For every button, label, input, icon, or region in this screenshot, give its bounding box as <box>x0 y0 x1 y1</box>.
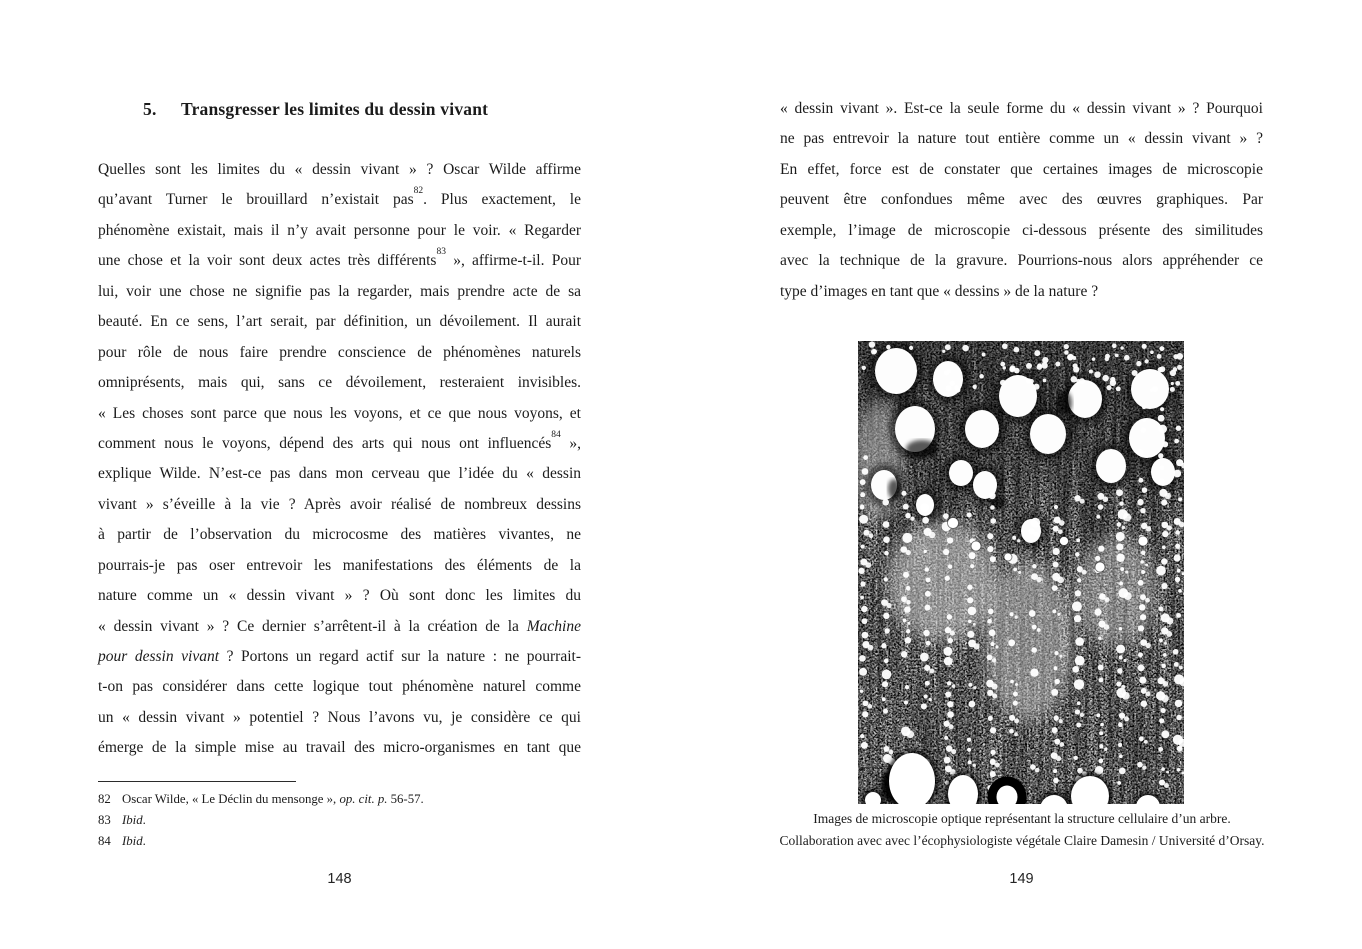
footnote-separator <box>98 781 296 782</box>
text-line: beauté. En ce sens, l’art serait, par définition, un dévoilement. Il aurait <box>98 313 581 331</box>
microscopy-figure <box>858 341 1184 804</box>
text-line: phénomène existait, mais il n’y avait personne pour le voir. « Regarder <box>98 221 581 239</box>
body-text-left <box>98 155 581 764</box>
footnote-number: 84 <box>98 834 111 848</box>
footnotes <box>98 789 581 852</box>
text-line: pour rôle de nous faire prendre conscience de phénomènes naturels <box>98 343 581 361</box>
text-line: nature comme un « dessin vivant » ? Où sont donc les limites du <box>98 587 581 605</box>
text-line: pour dessin vivant ? Portons un regard actif sur la nature : ne pourrait- <box>98 648 581 665</box>
text-line: « dessin vivant » ? Ce dernier s’arrêtent-il à la création de la Machine <box>98 617 581 635</box>
text-line: peuvent être confondues même avec des œuvres graphiques. Par <box>780 191 1263 209</box>
text-line: à partir de l’observation du microcosme des matières vivantes, ne <box>98 526 581 544</box>
microscopy-image <box>858 341 1184 804</box>
page-number-right: 149 <box>1009 871 1034 887</box>
text-line: t-on pas considérer dans cette logique tout phénomène naturel comme <box>98 678 581 696</box>
text-line: En effet, force est de constater que certaines images de microscopie <box>780 160 1263 178</box>
text-line: qu’avant Turner le brouillard n’existait pas$^{82}$. Plus exactement, le <box>98 186 581 209</box>
footnote: 82 Oscar Wilde, « Le Déclin du mensonge », op. cit. p. 56-57. <box>98 789 581 810</box>
section-heading <box>143 99 488 120</box>
page-number-left: 148 <box>327 871 352 887</box>
text-line: « Les choses sont parce que nous les voyons, et ce que nous voyons, et <box>98 404 581 422</box>
text-line: vivant » s’éveille à la vie ? Après avoir réalisé de nombreux dessins <box>98 495 581 513</box>
text-line: Quelles sont les limites du « dessin vivant » ? Oscar Wilde affirme <box>98 161 581 178</box>
text-line: un « dessin vivant » potentiel ? Nous l’avons vu, je considère ce qui <box>98 708 581 726</box>
section-title: Transgresser les limites du dessin vivant <box>181 99 489 119</box>
footnote-number: 83 <box>98 813 111 827</box>
figure-caption <box>742 808 1302 851</box>
caption-line-1: Images de microscopie optique représentant la structure cellulaire d’un arbre. <box>813 811 1231 826</box>
text-line: une chose et la voir sont deux actes très différents$^{83}$ », affirme-t-il. Pour <box>98 247 581 270</box>
text-line: omniprésents, mais qui, sans ce dévoilement, resteraient invisibles. <box>98 374 581 392</box>
text-line: comment nous le voyons, dépend des arts qui nous ont influencés$^{84}$ », <box>98 429 581 452</box>
text-line: émerge de la simple mise au travail des micro-organismes en tant que <box>98 739 581 757</box>
body-text-right <box>780 94 1263 307</box>
text-line: type d’images en tant que « dessins » de la nature ? <box>780 282 1099 300</box>
text-line: « dessin vivant ». Est-ce la seule forme du « dessin vivant » ? Pourquoi <box>780 100 1263 117</box>
text-line: explique Wilde. N’est-ce pas dans mon cerveau que l’idée du « dessin <box>98 465 581 483</box>
section-number: 5. <box>143 99 157 119</box>
text-line: pourrais-je pas oser entrevoir les manifestations des éléments de la <box>98 556 581 574</box>
text-line: lui, voir une chose ne signifie pas la regarder, mais prendre acte de sa <box>98 282 581 300</box>
text-line: exemple, l’image de microscopie ci-dessous présente des similitudes <box>780 221 1263 239</box>
caption-line-2: Collaboration avec avec l’écophysiologiste végétale Claire Damesin / Université d’Orsay. <box>779 832 1265 848</box>
text-line: avec la technique de la gravure. Pourrions-nous alors appréhender ce <box>780 252 1263 270</box>
footnote: 83 Ibid. <box>98 810 581 831</box>
footnote-number: 82 <box>98 792 111 806</box>
footnote: 84 Ibid. <box>98 831 581 852</box>
text-line: ne pas entrevoir la nature tout entière comme un « dessin vivant » ? <box>780 130 1263 148</box>
